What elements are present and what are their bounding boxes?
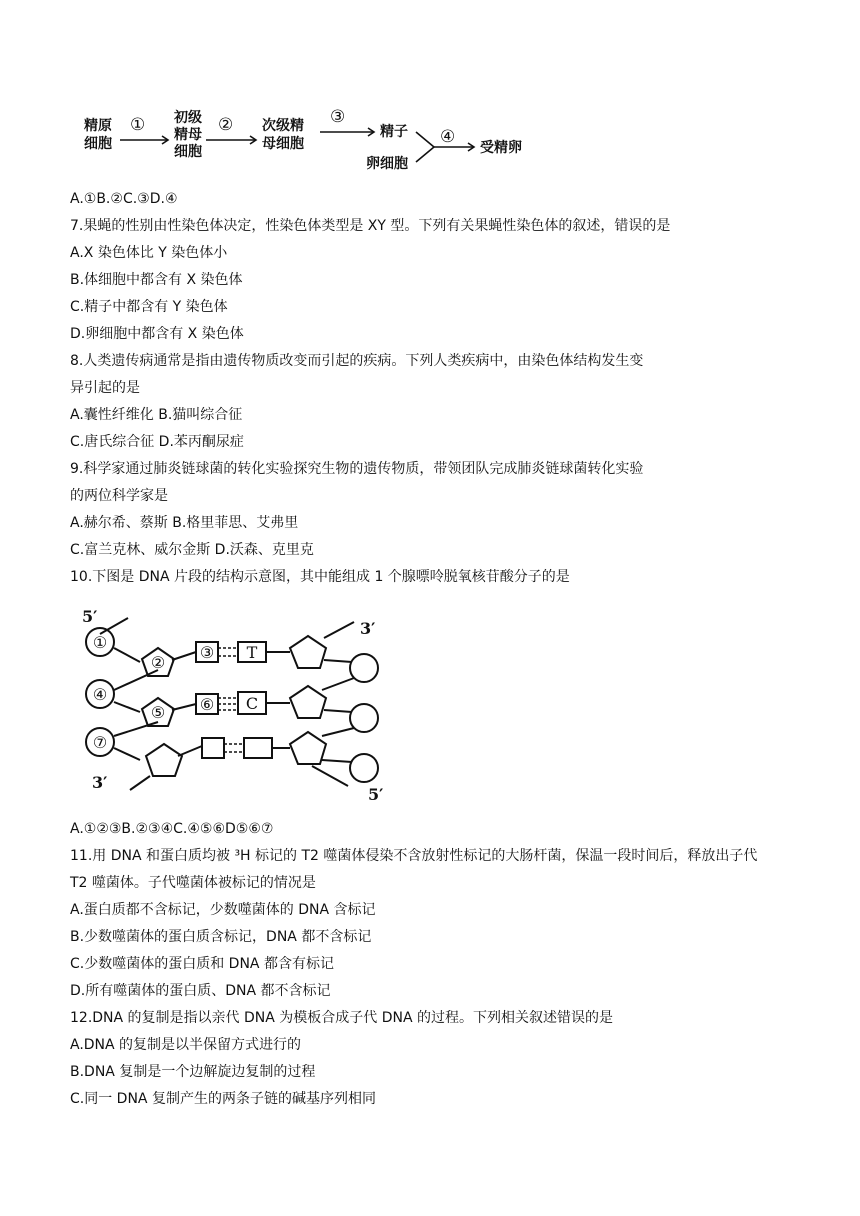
label-2: ② (150, 653, 166, 672)
sugar-8 (146, 744, 182, 776)
merge-bracket (416, 132, 434, 162)
node-spermatogonium-line2: 细胞 (84, 136, 112, 152)
label-6: ⑥ (199, 695, 215, 714)
q11-stem-line2: T2 噬菌体。子代噬菌体被标记的情况是 (70, 875, 316, 891)
right-backbone-2 (324, 660, 352, 662)
end-right-bottom: 5′ (368, 785, 384, 804)
right-backbone-3 (322, 678, 354, 690)
node-primary-spermatocyte-line3: 细胞 (174, 144, 202, 160)
label-5: ⑤ (150, 703, 166, 722)
end-right-top: 3′ (360, 619, 376, 638)
q8-stem-line2: 异引起的是 (70, 380, 140, 396)
q7-option-c: C.精子中都含有 Y 染色体 (70, 299, 228, 315)
end-left-bottom: 3′ (92, 773, 108, 792)
right-backbone-5 (322, 728, 354, 736)
spermatogenesis-flow-diagram (80, 106, 540, 184)
node-primary-spermatocyte-line2: 精母 (174, 127, 202, 143)
left-backbone-1 (100, 618, 128, 634)
q8-stem-line1: 8.人类遗传病通常是指由遗传物质改变而引起的疾病。下列人类疾病中，由染色体结构发生变 (70, 353, 644, 369)
q11-option-d: D.所有噬菌体的蛋白质、DNA 都不含标记 (70, 983, 331, 999)
left-backbone-7 (114, 722, 158, 736)
q11-stem-line1: 11.用 DNA 和蛋白质均被 ³H 标记的 T2 噬菌体侵染不含放射性标记的大肠杆菌，保温一段时间后，释放出子代 (70, 848, 758, 864)
q7-option-b: B.体细胞中都含有 X 染色体 (70, 272, 243, 288)
arrow-label-4: ④ (440, 127, 456, 147)
right-sugar-2 (290, 686, 326, 718)
label-7: ⑦ (92, 733, 108, 752)
q7-stem: 7.果蝇的性别由性染色体决定，性染色体类型是 XY 型。下列有关果蝇性染色体的叙述，错误的是 (70, 218, 671, 234)
left-backbone-5 (114, 702, 140, 712)
base-right-3-box (244, 738, 272, 758)
base-C-label: C (245, 694, 259, 713)
node-secondary-spermatocyte-line1: 次级精 (262, 118, 304, 134)
left-backbone-8 (114, 748, 140, 760)
label-1: ① (92, 633, 108, 652)
q10-stem: 10.下图是 DNA 片段的结构示意图，其中能组成 1 个腺嘌呤脱氧核苷酸分子的是 (70, 569, 570, 585)
node-spermatogonium-line1: 精原 (84, 118, 112, 134)
node-secondary-spermatocyte-line2: 母细胞 (262, 136, 304, 152)
q12-option-b: B.DNA 复制是一个边解旋边复制的过程 (70, 1064, 316, 1080)
q11-option-a: A.蛋白质都不含标记，少数噬菌体的 DNA 含标记 (70, 902, 376, 918)
q11-option-c: C.少数噬菌体的蛋白质和 DNA 都含有标记 (70, 956, 334, 972)
base-9-box (202, 738, 224, 758)
base-T-label: T (246, 643, 258, 662)
q6-options: A.①B.②C.③D.④ (70, 191, 178, 207)
end-left-top: 5′ (82, 607, 98, 626)
left-backbone-2 (114, 648, 140, 662)
node-sperm: 精子 (380, 124, 408, 140)
node-zygote: 受精卵 (480, 140, 522, 156)
node-primary-spermatocyte-line1: 初级 (174, 110, 202, 126)
q11-option-b: B.少数噬菌体的蛋白质含标记，DNA 都不含标记 (70, 929, 372, 945)
arrow-label-2: ② (218, 115, 234, 135)
dna-structure-diagram (78, 606, 398, 812)
q9-stem-line1: 9.科学家通过肺炎链球菌的转化实验探究生物的遗传物质，带领团队完成肺炎链球菌转化实验 (70, 461, 644, 477)
q12-option-c: C.同一 DNA 复制产生的两条子链的碱基序列相同 (70, 1091, 376, 1107)
q9-stem-line2: 的两位科学家是 (70, 488, 168, 504)
label-3: ③ (199, 643, 215, 662)
right-sugar-3 (290, 732, 326, 764)
right-phosphate-3 (350, 754, 378, 782)
right-backbone-1 (324, 622, 354, 638)
right-backbone-6 (322, 760, 352, 762)
q7-option-a: A.X 染色体比 Y 染色体小 (70, 245, 228, 261)
q10-options: A.①②③B.②③④C.④⑤⑥D⑤⑥⑦ (70, 821, 274, 837)
left-backbone-10 (130, 776, 150, 790)
q9-options-ab: A.赫尔希、蔡斯 B.格里菲思、艾弗里 (70, 515, 299, 531)
q12-stem: 12.DNA 的复制是指以亲代 DNA 为模板合成子代 DNA 的过程。下列相关叙述错误的是 (70, 1010, 614, 1026)
q7-option-d: D.卵细胞中都含有 X 染色体 (70, 326, 244, 342)
q12-option-a: A.DNA 的复制是以半保留方式进行的 (70, 1037, 302, 1053)
right-backbone-end (312, 766, 348, 786)
right-phosphate-1 (350, 654, 378, 682)
q9-options-cd: C.富兰克林、威尔金斯 D.沃森、克里克 (70, 542, 314, 558)
left-backbone-3 (172, 652, 196, 660)
left-backbone-4 (114, 670, 158, 690)
left-backbone-9 (178, 746, 202, 756)
right-backbone-4 (324, 710, 352, 712)
node-egg: 卵细胞 (366, 156, 408, 172)
label-4: ④ (92, 685, 108, 704)
left-backbone-6 (172, 704, 196, 710)
right-sugar-1 (290, 636, 326, 668)
q8-options-ab: A.囊性纤维化 B.猫叫综合征 (70, 407, 243, 423)
arrow-label-1: ① (130, 115, 146, 135)
arrow-label-3: ③ (330, 107, 346, 127)
q8-options-cd: C.唐氏综合征 D.苯丙酮尿症 (70, 434, 244, 450)
right-phosphate-2 (350, 704, 378, 732)
